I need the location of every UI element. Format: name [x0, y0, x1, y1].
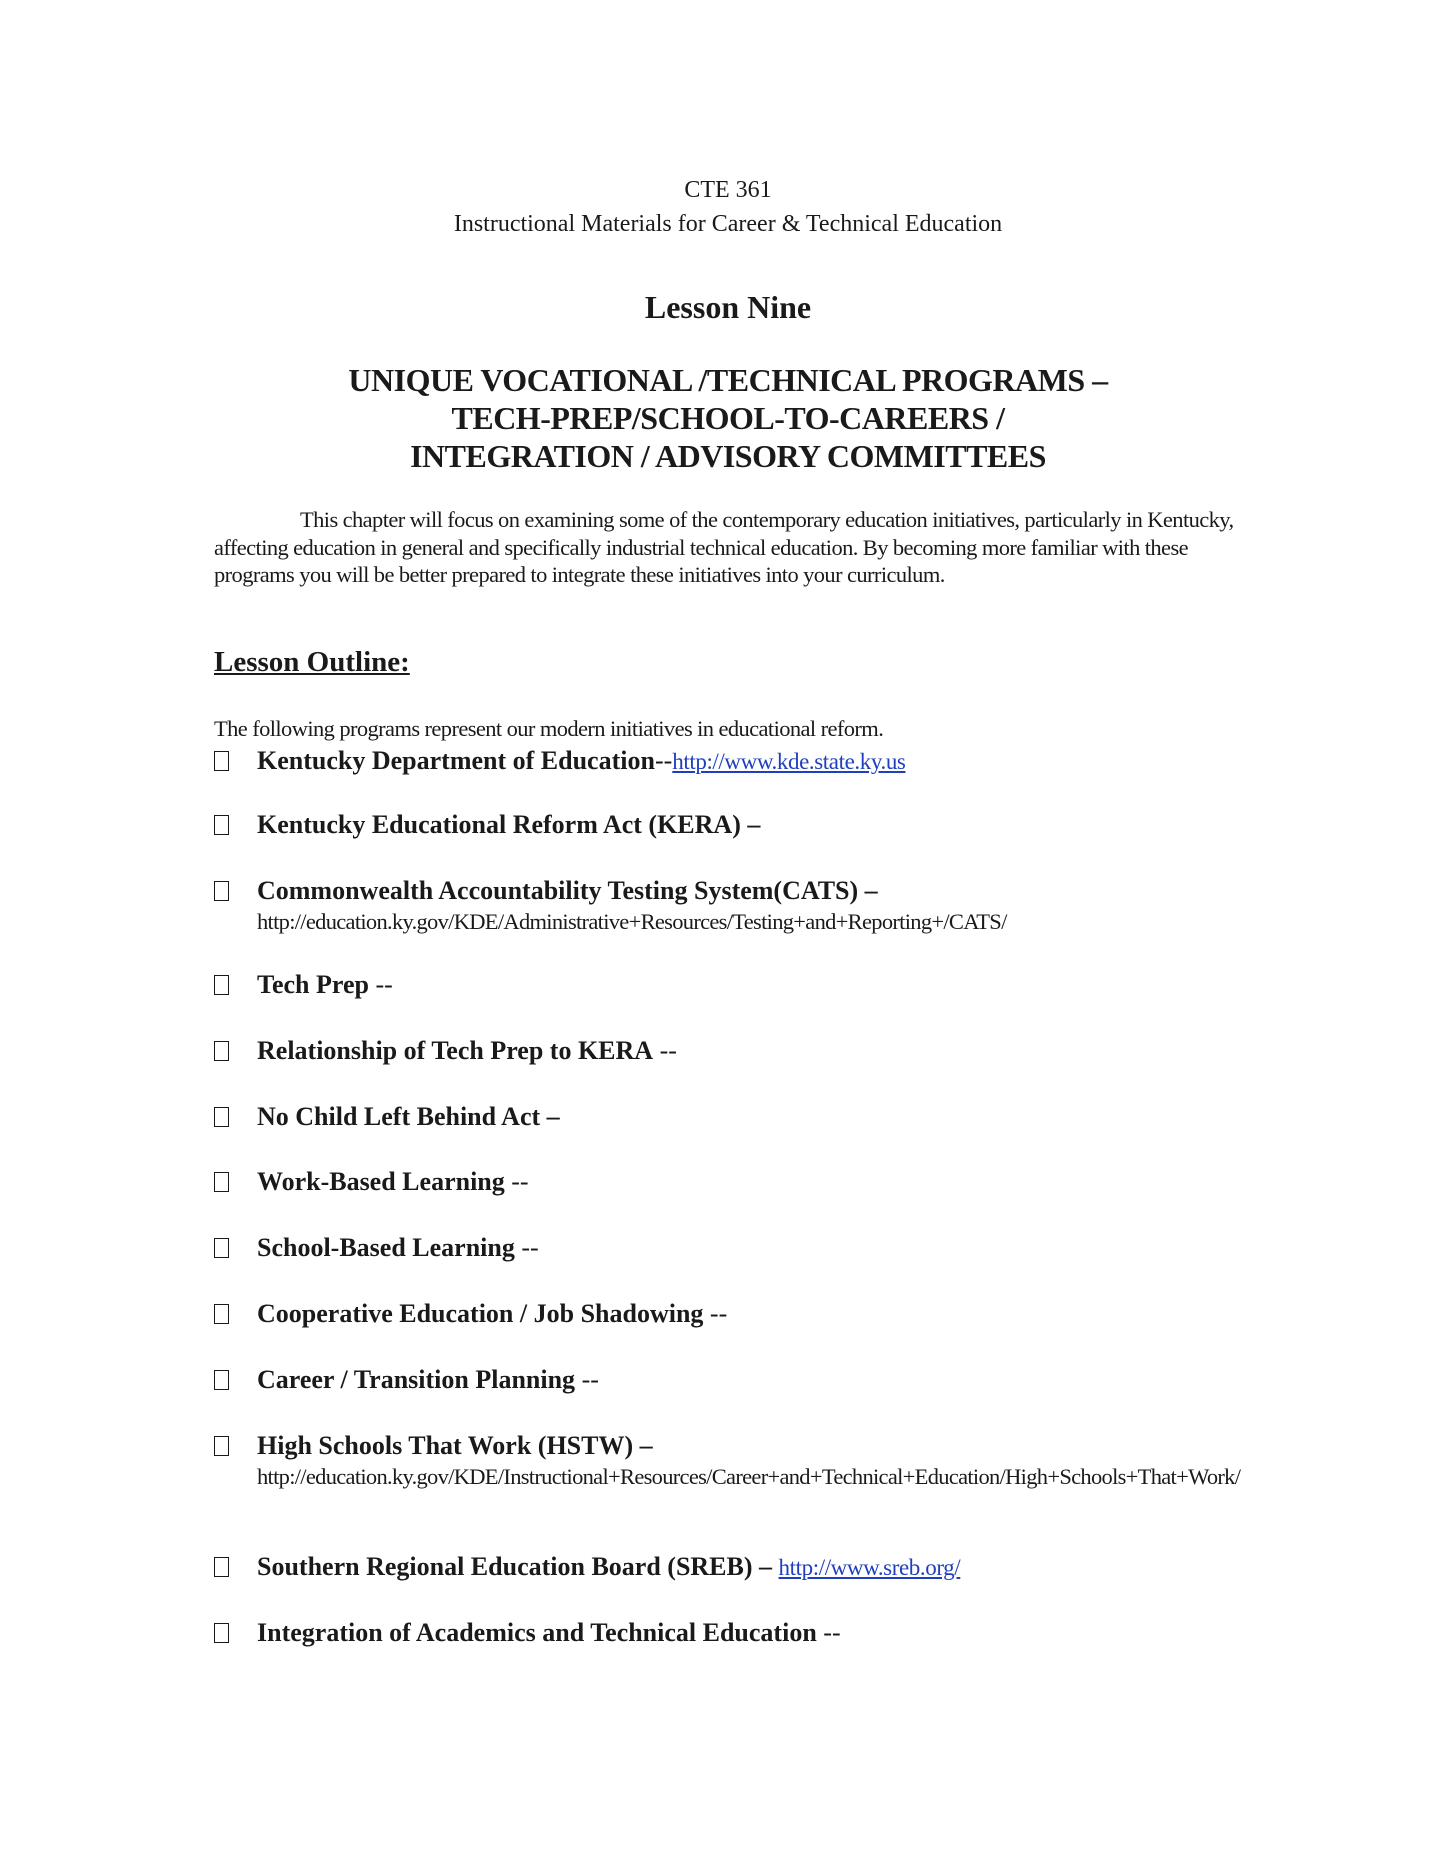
outline-item-title: Kentucky Educational Reform Act (KERA) [257, 810, 741, 839]
checkbox-bullet-icon [214, 1436, 229, 1456]
outline-item-label [257, 1036, 677, 1066]
outline-item-title: School-Based Learning [257, 1233, 515, 1262]
outline-item-separator: – [540, 1102, 560, 1131]
outline-item-label [257, 876, 878, 906]
lesson-title: Lesson Nine [644, 289, 812, 325]
outline-item-title: High Schools That Work (HSTW) [257, 1431, 634, 1460]
outline-item-title: Work-Based Learning [257, 1167, 505, 1196]
outline-item-label [257, 1552, 960, 1583]
outline-item-link[interactable]: http://www.sreb.org/ [778, 1555, 961, 1580]
outline-item-title: Cooperative Education / Job Shadowing [257, 1299, 704, 1328]
chapter-title-line-3: INTEGRATION / ADVISORY COMMITTEES [410, 438, 1046, 474]
intro-text: This chapter will focus on examining some of the contemporary education initiatives, particularly in Kentucky, affecting education in general and specifically industrial technical education. By becoming more familiar with these programs you will be better prepared to integrate these initiatives into your curriculum. [214, 507, 1234, 587]
outline-item-title: Integration of Academics and Technical Education [257, 1618, 817, 1647]
outline-heading: Lesson Outline: [214, 646, 410, 678]
outline-item-separator: -- [703, 1299, 728, 1328]
outline-item-separator: -- [654, 746, 673, 775]
outline-item-title: Career / Transition Planning [257, 1365, 576, 1394]
checkbox-bullet-icon [214, 1304, 229, 1324]
checkbox-bullet-icon [214, 975, 229, 995]
intro-paragraph [214, 506, 1234, 589]
checkbox-bullet-icon [214, 1238, 229, 1258]
outline-item-separator: – [633, 1431, 653, 1460]
outline-item-title: Kentucky Department of Education [257, 746, 655, 775]
checkbox-bullet-icon [214, 1041, 229, 1061]
outline-item-label [257, 1102, 560, 1132]
outline-item-url: http://education.ky.gov/KDE/Instructional+Resources/Career+and+Technical+Education/High+Schools+That+Work/ [257, 1464, 1241, 1489]
outline-item-title: Commonwealth Accountability Testing System(CATS) [257, 876, 859, 905]
outline-item-label [257, 1233, 539, 1263]
outline-item-separator: -- [368, 970, 393, 999]
outline-item-separator: -- [816, 1618, 841, 1647]
outline-intro: The following programs represent our modern initiatives in educational reform. [214, 716, 884, 741]
checkbox-bullet-icon [214, 881, 229, 901]
outline-item-separator: -- [653, 1036, 677, 1065]
outline-item-label [257, 1618, 841, 1648]
checkbox-bullet-icon [214, 1107, 229, 1127]
checkbox-bullet-icon [214, 1172, 229, 1192]
outline-item-title: Tech Prep [257, 970, 369, 999]
outline-item-label [257, 1431, 653, 1461]
outline-item-title: Relationship of Tech Prep to KERA [257, 1036, 654, 1065]
outline-item-separator: – [740, 810, 761, 839]
outline-item-label [257, 1167, 529, 1197]
checkbox-bullet-icon [214, 1370, 229, 1390]
outline-item-label [257, 810, 760, 840]
outline-item-label [257, 746, 905, 777]
outline-item-separator: – [858, 876, 878, 905]
chapter-title-line-2: TECH-PREP/SCHOOL-TO-CAREERS / [451, 400, 1005, 436]
outline-item-label [257, 1365, 599, 1395]
course-title: Instructional Materials for Career & Technical Education [453, 211, 1003, 237]
outline-item-separator: – [752, 1552, 779, 1581]
chapter-title [0, 361, 1456, 475]
checkbox-bullet-icon [214, 751, 229, 771]
outline-item-link[interactable]: http://www.kde.state.ky.us [672, 749, 906, 774]
outline-item-label [257, 970, 393, 1000]
outline-item-label [257, 1299, 727, 1329]
outline-item-separator: -- [504, 1167, 529, 1196]
chapter-title-line-1: UNIQUE VOCATIONAL /TECHNICAL PROGRAMS – [348, 362, 1108, 398]
outline-item-separator: -- [575, 1365, 599, 1394]
checkbox-bullet-icon [214, 1623, 229, 1643]
outline-item-title: No Child Left Behind Act [257, 1102, 541, 1131]
course-code: CTE 361 [684, 177, 772, 203]
outline-item-title: Southern Regional Education Board (SREB) [257, 1552, 753, 1581]
checkbox-bullet-icon [214, 815, 229, 835]
outline-item-separator: -- [514, 1233, 539, 1262]
outline-item-url: http://education.ky.gov/KDE/Administrative+Resources/Testing+and+Reporting+/CATS/ [257, 909, 1007, 934]
checkbox-bullet-icon [214, 1557, 229, 1577]
